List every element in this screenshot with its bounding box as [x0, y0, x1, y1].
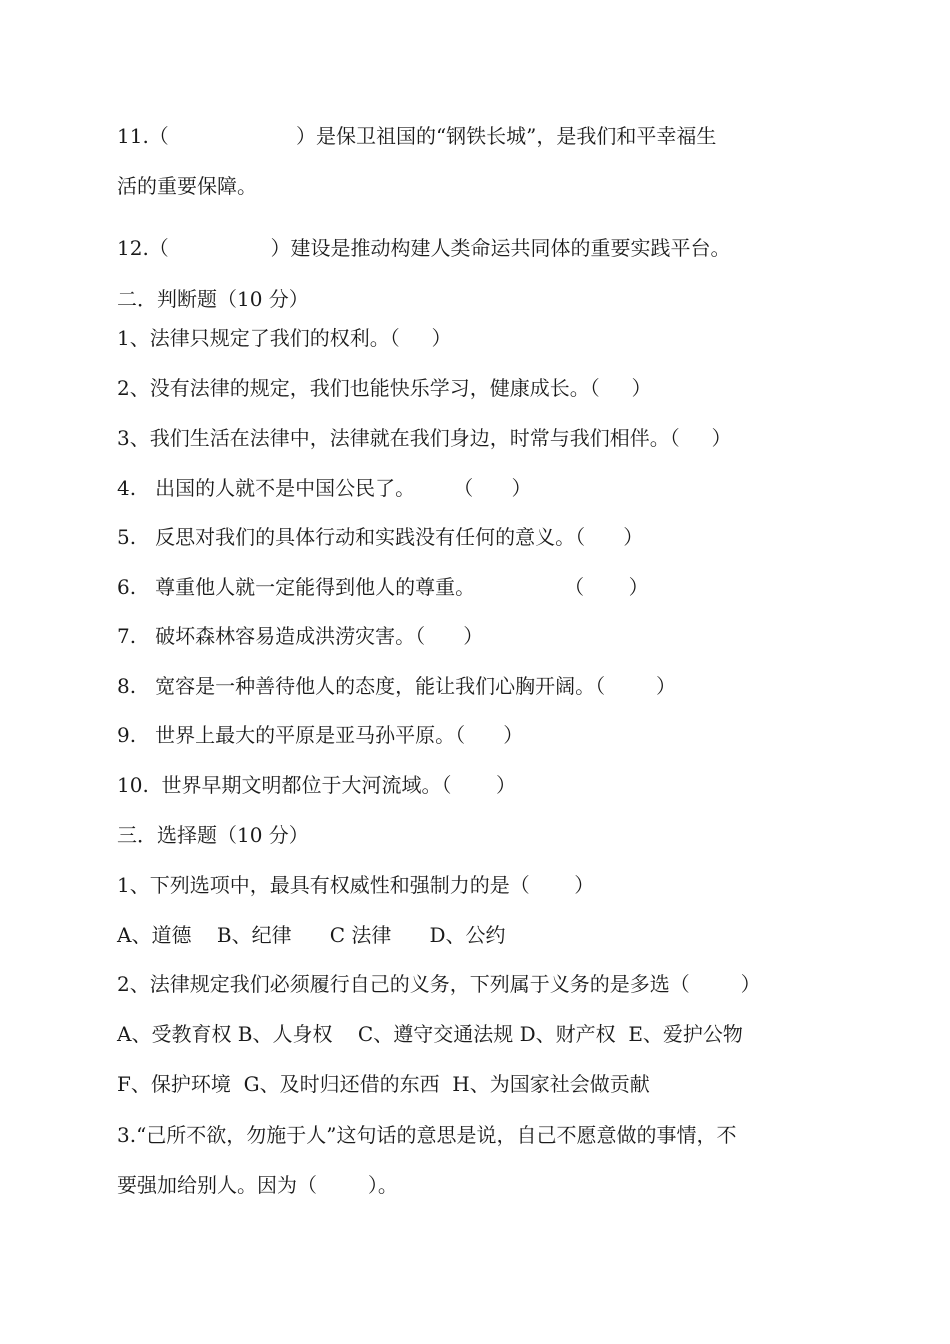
choice-q3-line-2: 要强加给别人。因为（ ）。 — [117, 1173, 398, 1197]
choice-q1-options: A、道德 B、纪律 C 法律 D、公约 — [117, 923, 506, 947]
judge-item-10: 10. 世界早期文明都位于大河流域。（ ） — [117, 773, 517, 797]
judge-item-5: 5. 反思对我们的具体行动和实践没有任何的意义。（ ） — [117, 525, 644, 549]
judge-item-8: 8. 宽容是一种善待他人的态度，能让我们心胸开阔。（ ） — [117, 674, 677, 698]
choice-q3-line-1: 3.“己所不欲，勿施于人”这句话的意思是说，自己不愿意做的事情，不 — [117, 1123, 737, 1147]
question-12: 12.（ ）建设是推动构建人类命运共同体的重要实践平台。 — [117, 236, 731, 260]
choice-q1: 1、下列选项中，最具有权威性和强制力的是（ ） — [117, 873, 595, 897]
section-heading-judge: 二．判断题（10 分） — [117, 287, 309, 311]
judge-item-6: 6. 尊重他人就一定能得到他人的尊重。 （ ） — [117, 575, 649, 599]
choice-q2: 2、法律规定我们必须履行自己的义务，下列属于义务的是多选（ ） — [117, 972, 761, 996]
judge-item-4: 4. 出国的人就不是中国公民了。 （ ） — [117, 476, 532, 500]
section-heading-choice: 三．选择题（10 分） — [117, 823, 309, 847]
question-11-line-1: 11.（ ）是保卫祖国的“钢铁长城”，是我们和平幸福生 — [117, 124, 717, 148]
choice-q2-options-line-2: F、保护环境 G、及时归还借的东西 H、为国家社会做贡献 — [117, 1072, 650, 1096]
judge-item-3: 3、我们生活在法律中，法律就在我们身边，时常与我们相伴。（ ） — [117, 426, 732, 450]
judge-item-2: 2、没有法律的规定，我们也能快乐学习，健康成长。（ ） — [117, 376, 652, 400]
judge-item-1: 1、法律只规定了我们的权利。（ ） — [117, 326, 452, 350]
choice-q2-options-line-1: A、受教育权 B、人身权 C、遵守交通法规 D、财产权 E、爱护公物 — [117, 1022, 743, 1046]
judge-item-9: 9. 世界上最大的平原是亚马孙平原。（ ） — [117, 723, 524, 747]
judge-item-7: 7. 破坏森林容易造成洪涝灾害。（ ） — [117, 624, 484, 648]
question-11-line-2: 活的重要保障。 — [117, 174, 257, 198]
